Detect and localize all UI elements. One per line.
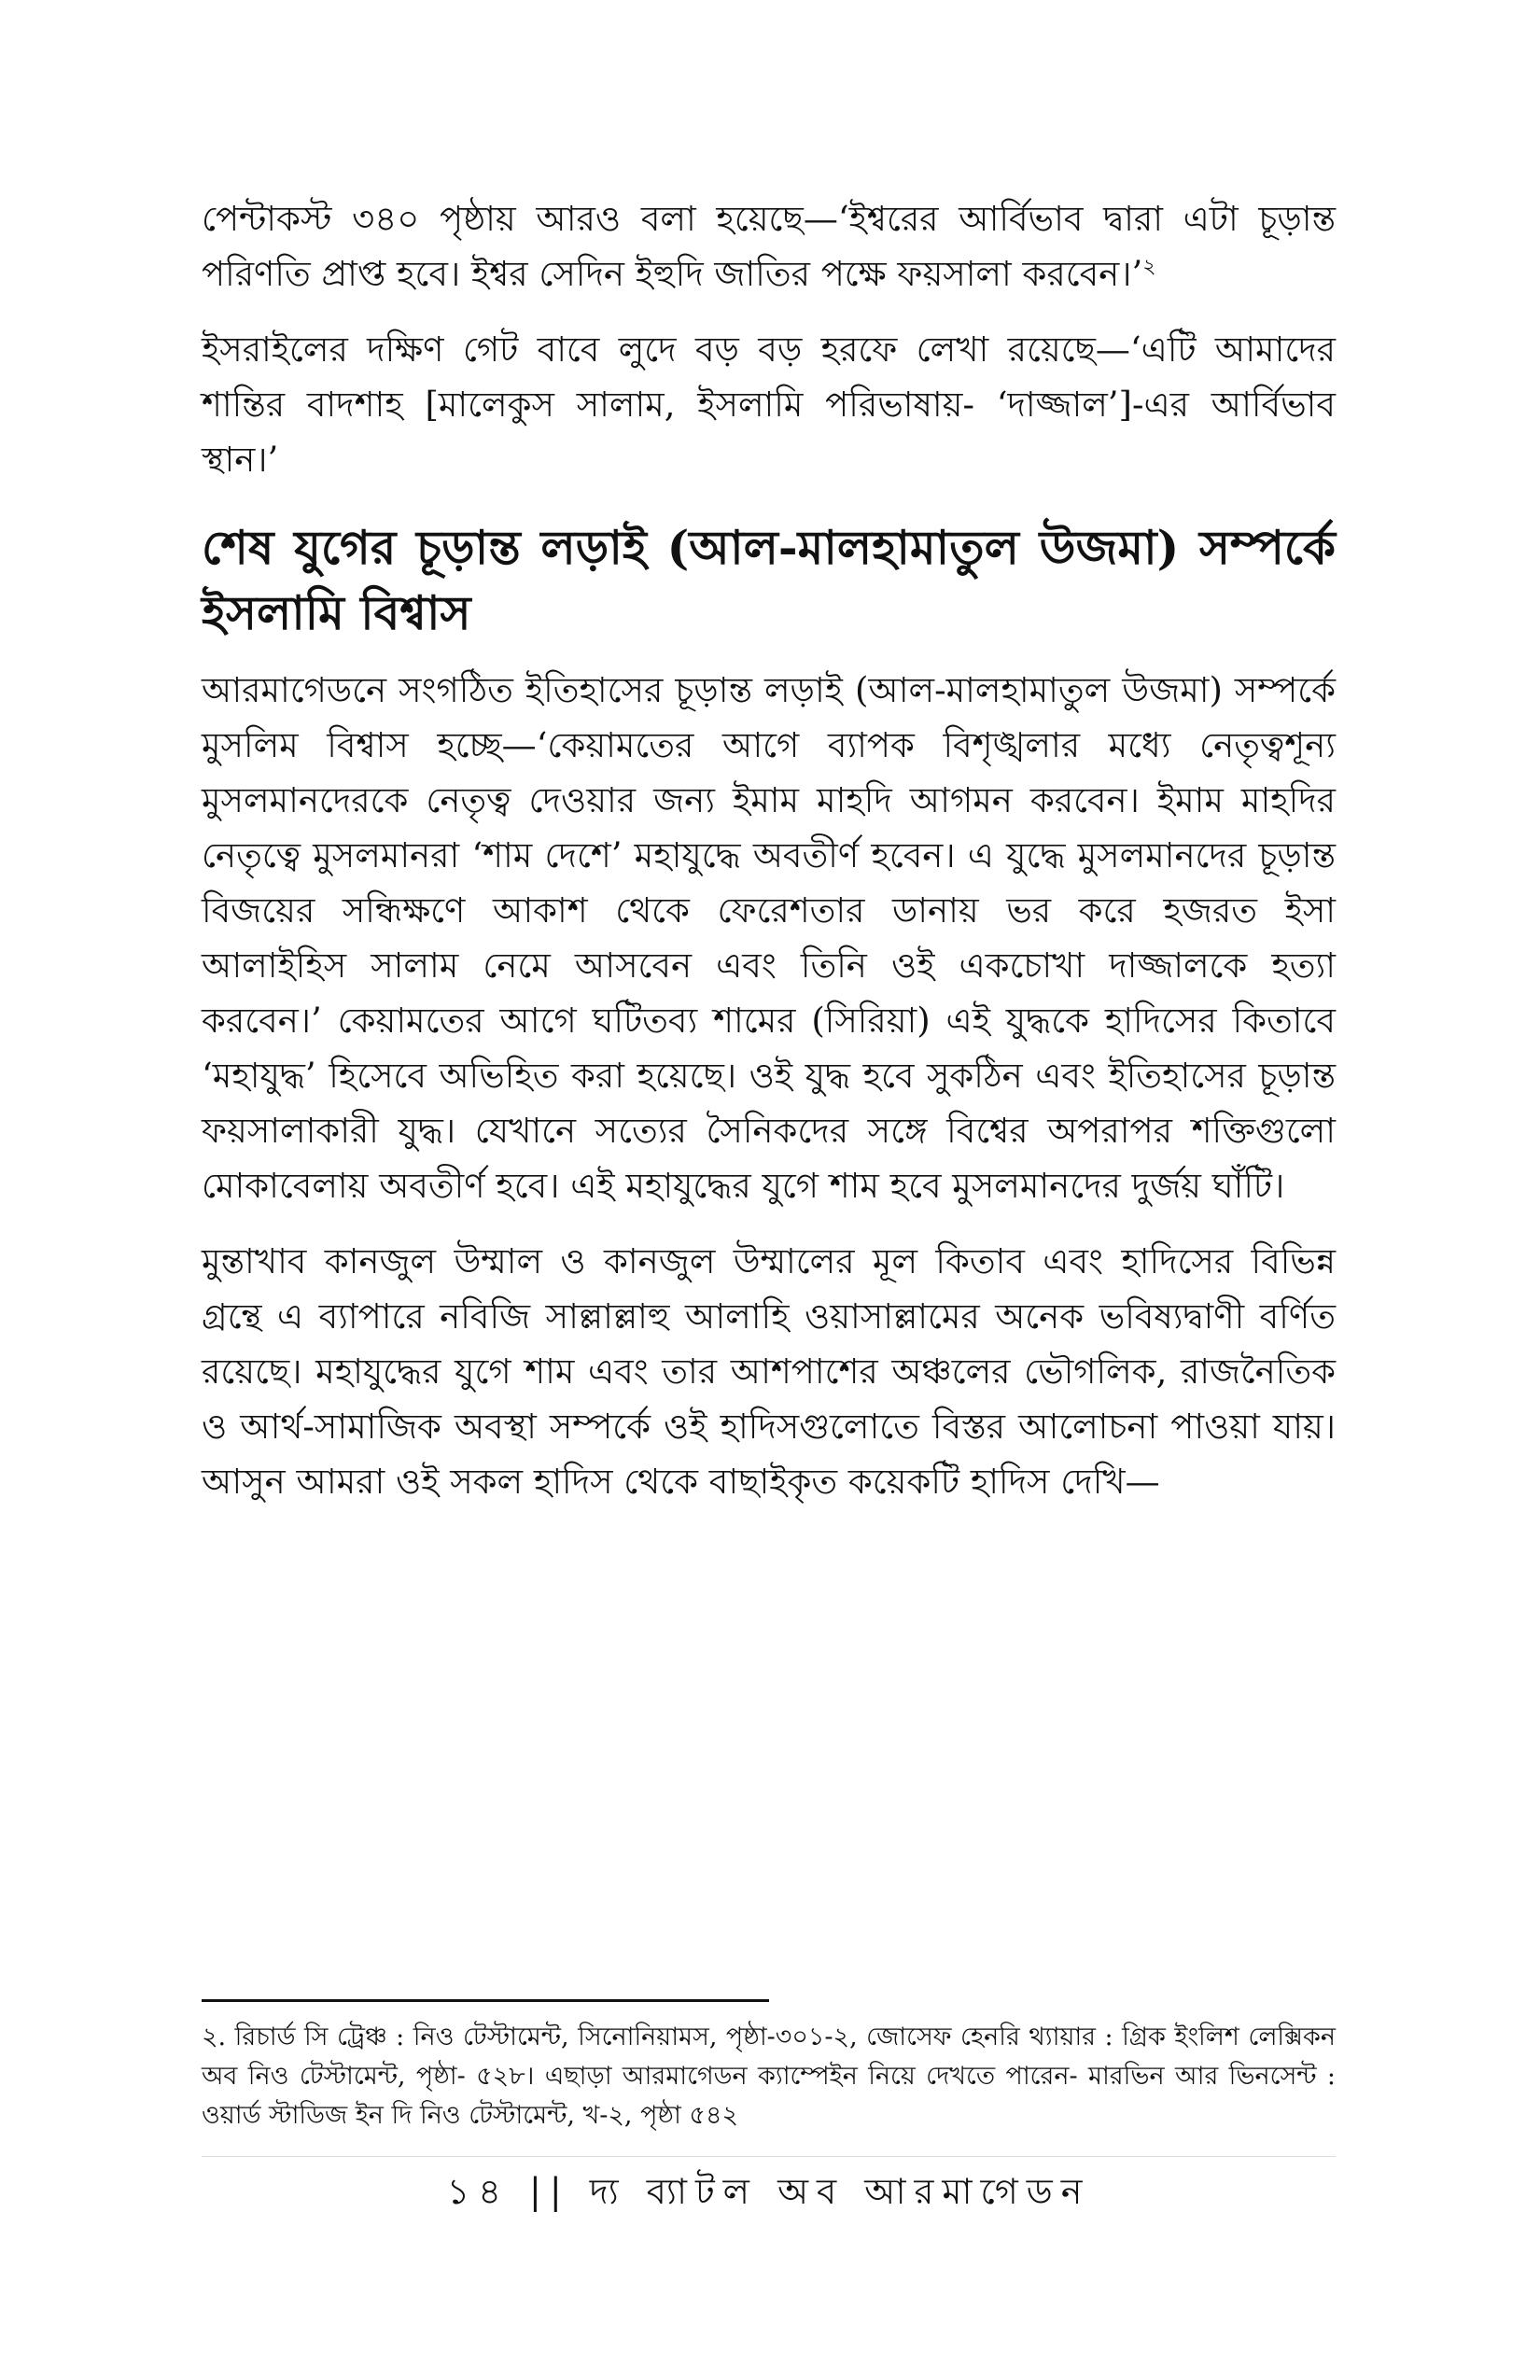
paragraph-muslim-belief: আরমাগেডনে সংগঠিত ইতিহাসের চূড়ান্ত লড়াই (আল-মালহামাতুল উজমা) সম্পর্কে মুসলিম বিশ্বাস হচ্ছে—‘কেয়ামতের আগে ব্যাপক বিশৃঙ্খলার মধ্যে নেতৃত্বশূন্য মুসলমানদেরকে নেতৃত্ব দেওয়ার জন্য ইমাম মাহদি আগমন করবেন। ইমাম মাহদির নেতৃত্বে মুসলমানরা ‘শাম দেশে’ মহাযুদ্ধে অবতীর্ণ হবেন। এ যুদ্ধে মুসলমানদের চূড়ান্ত বিজয়ের সন্ধিক্ষণে আকাশ থেকে ফেরেশতার ডানায় ভর করে হজরত ইসা আলাইহিস সালাম নেমে আসবেন এবং তিনি ওই একচোখা দাজ্জালকে হত্যা করবেন।’ কেয়ামতের আগে ঘটিতব্য শামের (সিরিয়া) এই যুদ্ধকে হাদিসের কিতাবে ‘মহাযুদ্ধ’ হিসেবে অভিহিত করা হয়েছে। ওই যুদ্ধ হবে সুকঠিন এবং ইতিহাসের চূড়ান্ত ফয়সালাকারী যুদ্ধ। যেখানে সত্যের সৈনিকদের সঙ্গে বিশ্বের অপরাপর শক্তিগুলো মোকাবেলায় অবতীর্ণ হবে। এই মহাযুদ্ধের যুগে শাম হবে মুসলমানদের দুর্জয় ঘাঁটি।	[202, 670, 1336, 1206]
page-number: ১৪	[446, 2171, 510, 2212]
footer-divider	[202, 2156, 1336, 2157]
section-heading: শেষ যুগের চূড়ান্ত লড়াই (আল-মালহামাতুল উজমা) সম্পর্কে ইসলামি বিশ্বাস	[202, 520, 1336, 640]
running-footer	[202, 2163, 1336, 2219]
paragraph-south-gate: ইসরাইলের দক্ষিণ গেট বাবে লুদে বড় বড় হরফে লেখা রয়েছে—‘এটি আমাদের শান্তির বাদশাহ [মালেকুস সালাম, ইসলামি পরিভাষায়- ‘দাজ্জাল’]-এর আর্বিভাব স্থান।’	[202, 329, 1336, 480]
book-title: দ্য ব্যাটল অব আরমাগেডন	[589, 2171, 1091, 2212]
footnote: ২. রিচার্ড সি ট্রেঞ্চ : নিও টেস্টামেন্ট, সিনোনিয়ামস, পৃষ্ঠা-৩০১-২, জোসেফ হেনরি থ্যায়ার : গ্রিক ইংলিশ লেক্সিকন অব নিও টেস্টামেন্ট, পৃষ্ঠা- ৫২৮। এছাড়া আরমাগেডন ক্যাম্পেইন নিয়ে দেখতে পারেন- মারভিন আর ভিনসেন্ট : ওয়ার্ড স্টাডিজ ইন দি নিও টেস্টামেন্ট, খ-২, পৃষ্ঠা ৫৪২	[202, 2023, 1336, 2130]
footer-separator: ||	[529, 2171, 570, 2212]
paragraph-pentecost-text: পেন্টাকস্ট ৩৪০ পৃষ্ঠায় আরও বলা হয়েছে—‘ইশ্বরের আর্বিভাব দ্বারা এটা চূড়ান্ত পরিণতি প্রাপ্ত হবে। ইশ্বর সেদিন ইহুদি জাতির পক্ষে ফয়সালা করবেন।’	[202, 199, 1336, 294]
footnote-reference[interactable]: ২	[1142, 255, 1156, 279]
paragraph-hadith-sources: মুন্তাখাব কানজুল উম্মাল ও কানজুল উম্মালের মূল কিতাব এবং হাদিসের বিভিন্ন গ্রন্থে এ ব্যাপারে নবিজি সাল্লাল্লাহু আলাহি ওয়াসাল্লামের অনেক ভবিষ্যদ্বাণী বর্ণিত রয়েছে। মহাযুদ্ধের যুগে শাম এবং তার আশপাশের অঞ্চলের ভৌগলিক, রাজনৈতিক ও আর্থ-সামাজিক অবস্থা সম্পর্কে ওই হাদিসগুলোতে বিস্তর আলোচনা পাওয়া যায়। আসুন আমরা ওই সকল হাদিস থেকে বাছাইকৃত কয়েকটি হাদিস দেখি—	[202, 1241, 1336, 1502]
footnote-divider	[202, 1999, 769, 2002]
page-body	[202, 191, 1336, 1509]
paragraph-pentecost	[202, 191, 1336, 301]
